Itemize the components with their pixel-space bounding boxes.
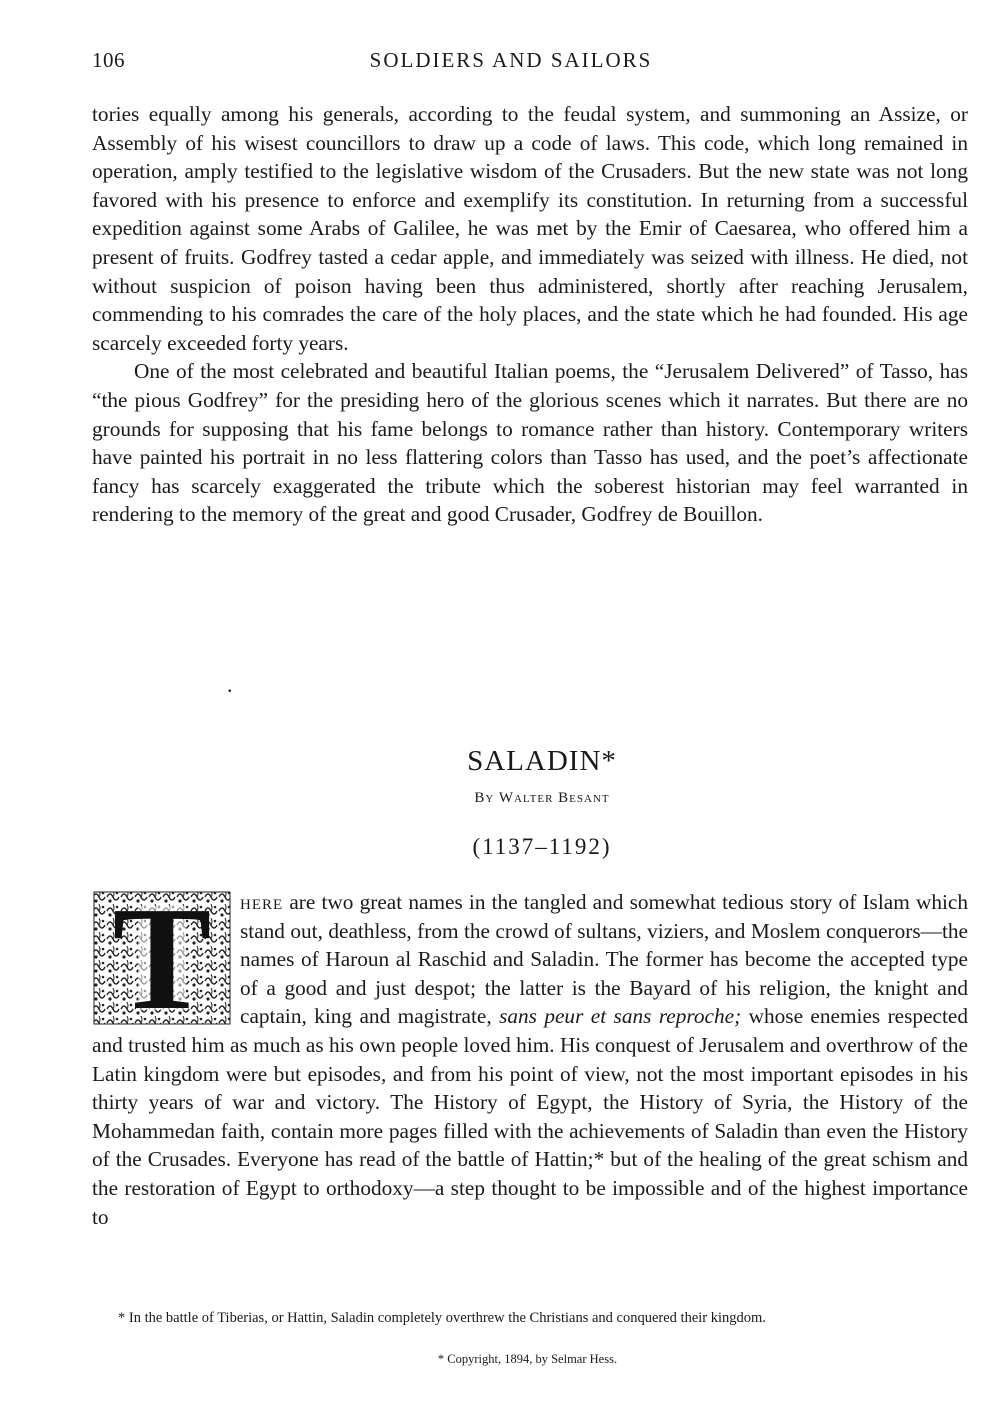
- copyright-note: * Copyright, 1894, by Selmar Hess.: [437, 1352, 618, 1366]
- drop-cap-letter: T: [112, 890, 212, 1026]
- italic-phrase: sans peur et sans reproche;: [499, 1004, 742, 1029]
- chapter-author: By Walter Besant: [474, 790, 610, 806]
- chapter-title: SALADIN*: [467, 745, 617, 777]
- saladin-section: [92, 888, 968, 1231]
- paragraph: One of the most celebrated and beautiful Italian poems, the “Jerusalem Delivered” of Tasso, has “the pious Godfrey” for the presiding hero of the glorious scenes which it narrates. But there are no grounds for supposing that his fame belongs to romance rather than history. Contemporary writers have painted his portrait in no less flattering colors than Tasso has used, and the poet’s affectionate fancy has scarcely exaggerated the tribute which the soberest historian may feel warranted in rendering to the memory of the great and good Crusader, Godfrey de Bouillon.: [92, 359, 968, 527]
- stray-mark: .: [227, 672, 233, 697]
- chapter-dates: (1137–1192): [472, 834, 612, 859]
- text-segment: are two great names in the tangled and somewhat tedious story of Islam which stand out, deathless, from the crowd of sultans, viziers, and Moslem conquerors—the names of Haroun al Raschid and Saladin. The former has become the accepted type of a good and just despot; the latter is the Bayard of his religion, the knight and captain, king and magistrate,: [240, 890, 968, 1029]
- godfrey-section: [92, 100, 968, 529]
- running-title: SOLDIERS AND SAILORS: [369, 48, 653, 72]
- text-segment: whose enemies respected and trusted him as much as his own people loved him. His conquest of Jerusalem and overthrow of the Latin kingdom were but episodes, and from his point of view, not the most important episodes in his thirty years of war and victory. The History of Egypt, the History of Syria, the History of the Mohammedan faith, contain more pages filled with the achievements of Saladin than even the History of the Crusades. Everyone has read of the battle of Hattin;* but of the healing of the great schism and the restoration of Egypt to orthodoxy—a step thought to be impossible and of the highest importance to: [92, 1004, 968, 1229]
- page-header: [92, 48, 970, 78]
- paragraph: tories equally among his generals, according to the feudal system, and summoning an Assize, or Assembly of his wisest councillors to draw up a code of laws. This code, which long remained in operation, amply testified to the legislative wisdom of the Crusaders. But the new state was not long favored with his presence to enforce and exemplify its constitution. In returning from a successful expedition against some Arabs of Galilee, he was met by the Emir of Caesarea, who offered him a present of fruits. Godfrey tasted a cedar apple, and immediately was seized with illness. He died, not without suspicion of poison having been thus administered, shortly after reaching Jerusalem, commending to his comrades the care of the holy places, and the state which he had founded. His age scarcely exceeded forty years.: [92, 102, 968, 355]
- lead-in: here: [240, 890, 284, 914]
- paragraph: [92, 888, 968, 1231]
- ornamental-drop-cap: [92, 890, 232, 1026]
- footnote-hattin: * In the battle of Tiberias, or Hattin, Saladin completely overthrew the Christians and conquered their kingdom.: [118, 1310, 766, 1326]
- page-number: 106: [92, 48, 125, 72]
